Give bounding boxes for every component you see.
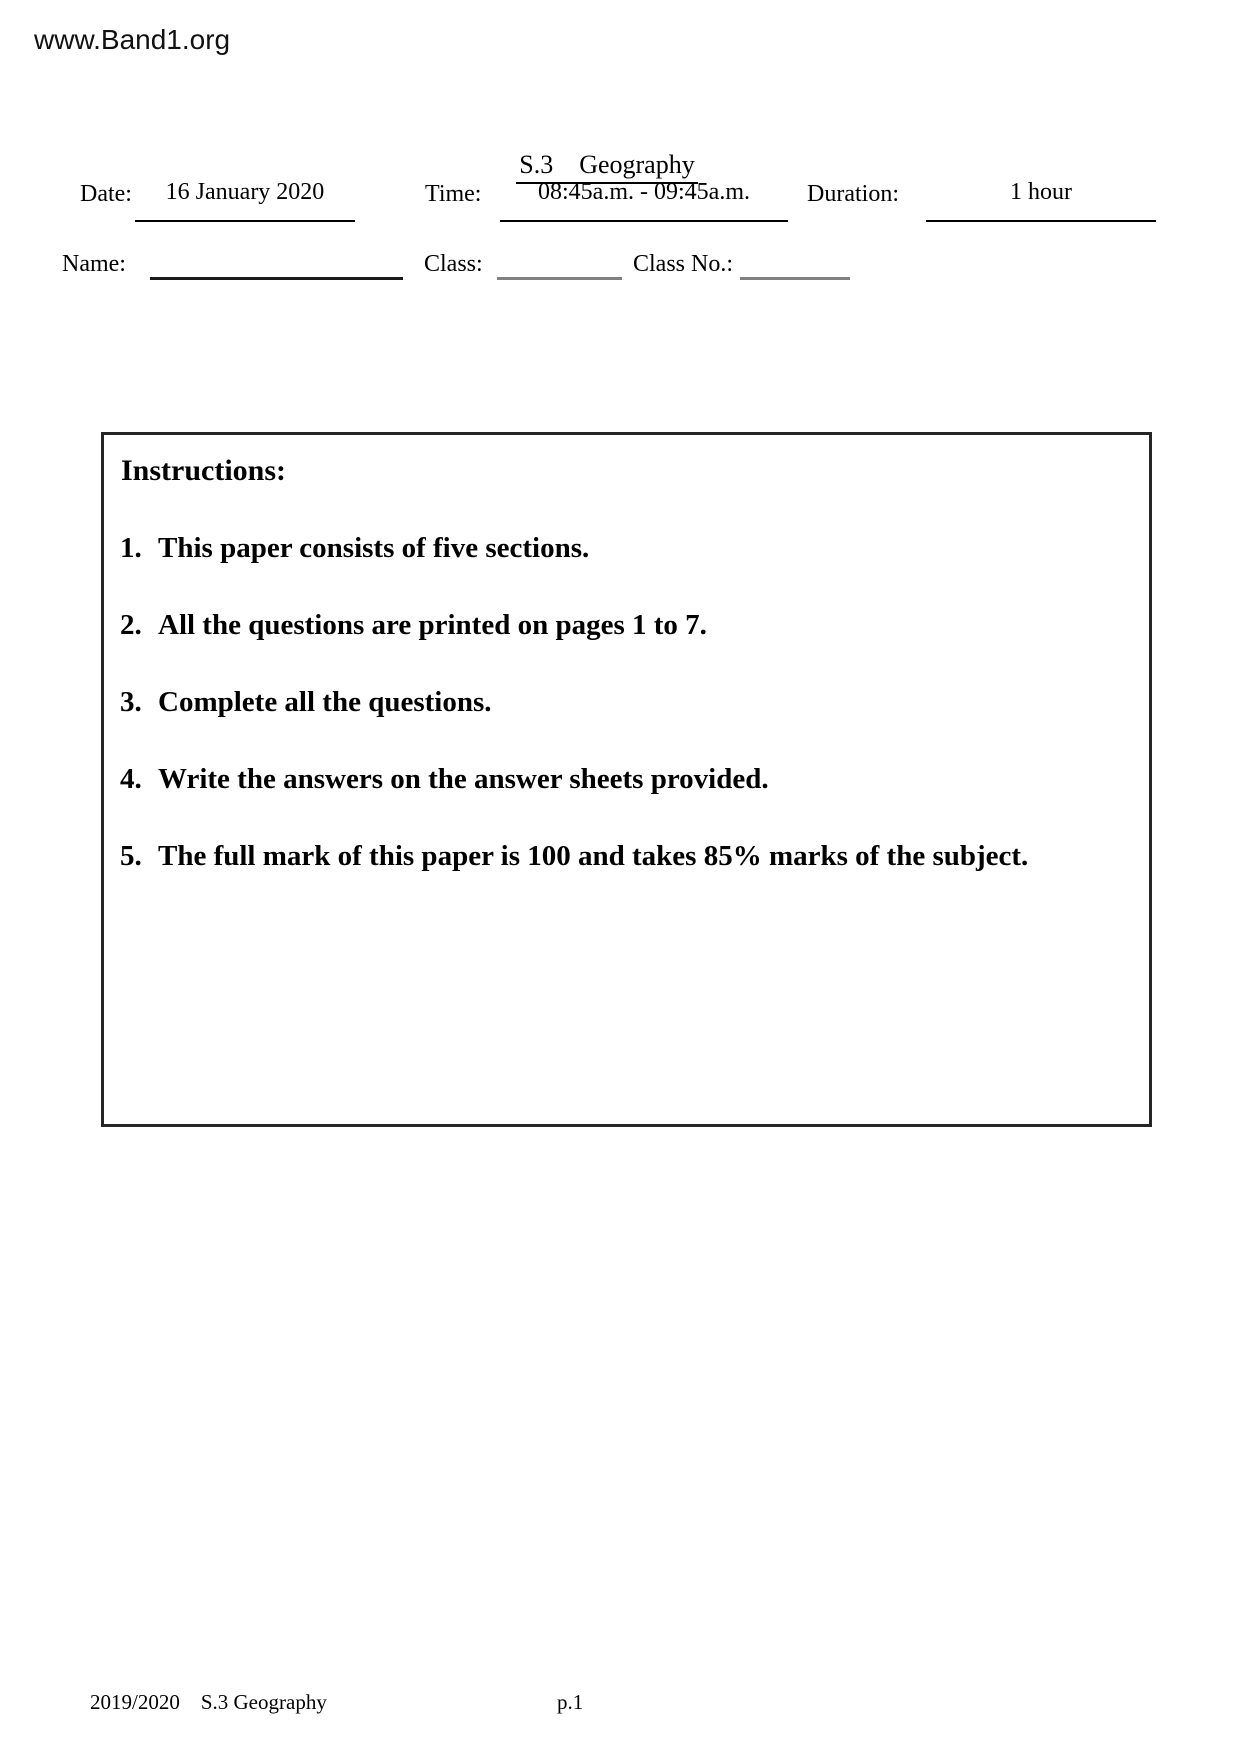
class-no-blank-line <box>740 250 850 280</box>
date-label: Date: <box>80 181 132 207</box>
class-label: Class: <box>424 251 483 277</box>
name-blank-line <box>150 250 403 280</box>
duration-label: Duration: <box>807 181 899 207</box>
instruction-number: 5. <box>120 840 142 872</box>
duration-value: 1 hour <box>926 178 1156 222</box>
instructions-heading: Instructions: <box>121 454 287 487</box>
instruction-number: 1. <box>120 532 142 564</box>
instruction-text: All the questions are printed on pages 1 to 7. <box>158 609 707 641</box>
instruction-item <box>120 608 1129 642</box>
instruction-item <box>120 531 1129 565</box>
instruction-text: This paper consists of five sections. <box>158 532 590 564</box>
instruction-text: Complete all the questions. <box>158 686 492 718</box>
instructions-box <box>101 432 1152 1127</box>
time-value: 08:45a.m. - 09:45a.m. <box>500 178 788 222</box>
instruction-item <box>120 685 1129 719</box>
instruction-text: The full mark of this paper is 100 and takes 85% marks of the subject. <box>158 840 1029 872</box>
instruction-text: Write the answers on the answer sheets provided. <box>158 763 769 795</box>
class-no-label: Class No.: <box>633 251 734 277</box>
instruction-number: 4. <box>120 763 142 795</box>
instruction-item <box>120 762 1129 796</box>
paper-title: S.3 Geography <box>516 150 697 184</box>
class-blank-line <box>497 250 622 280</box>
name-label: Name: <box>62 251 126 277</box>
instruction-number: 2. <box>120 609 142 641</box>
date-value: 16 January 2020 <box>135 178 355 222</box>
time-label: Time: <box>425 181 482 207</box>
instruction-item <box>120 839 1129 873</box>
instruction-number: 3. <box>120 686 142 718</box>
footer-year-subject: 2019/2020 S.3 Geography <box>90 1690 327 1714</box>
footer-page-number: p.1 <box>557 1690 584 1714</box>
site-banner: www.Band1.org <box>34 24 231 55</box>
